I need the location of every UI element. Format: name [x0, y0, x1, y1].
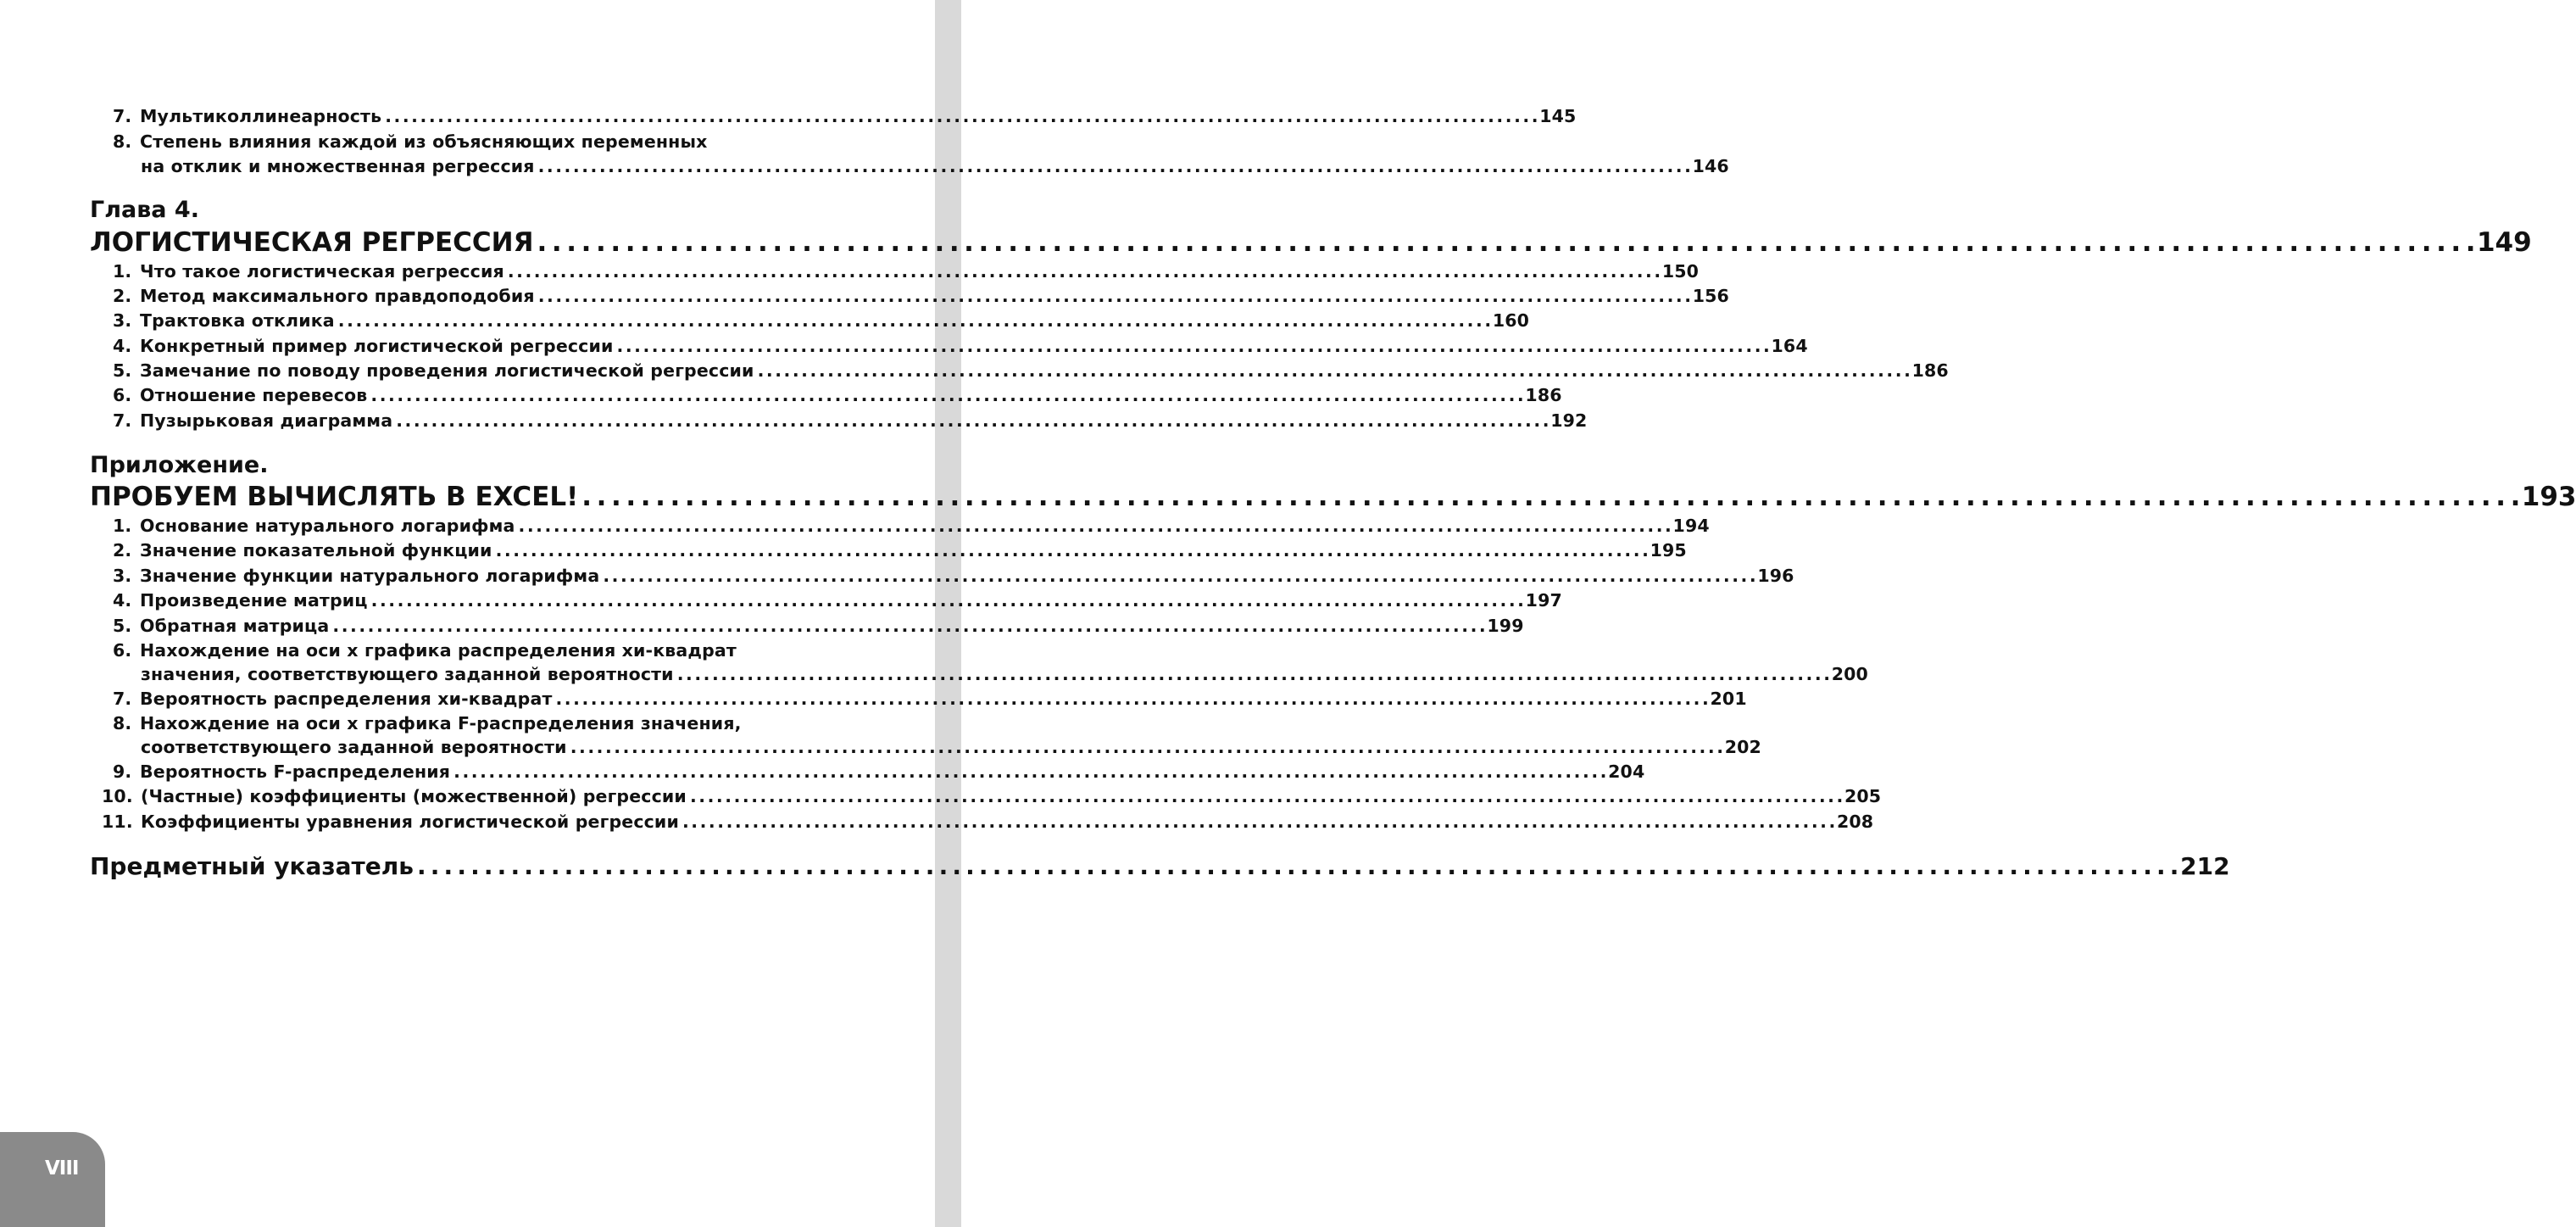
entry-title: Мультиколлинеарность: [140, 106, 382, 126]
toc-entry[interactable]: [113, 410, 1588, 434]
appendix-page: 193: [2521, 482, 2576, 512]
toc-entry[interactable]: [113, 336, 1808, 360]
entry-title-line2: соответствующего заданной вероятности: [141, 737, 567, 757]
entry-title: Отношение перевесов: [140, 385, 368, 405]
entry-page: 194: [1672, 516, 1710, 536]
toc-entry[interactable]: [113, 286, 1729, 310]
dot-leader: [603, 566, 1754, 586]
toc-entry[interactable]: [113, 540, 1687, 564]
dot-leader: [417, 852, 2177, 880]
dot-leader: [332, 616, 1483, 636]
toc-entry[interactable]: [113, 516, 1710, 539]
dot-leader: [519, 516, 1670, 536]
entry-title: (Частные) коэффициенты (можественной) регрессии: [141, 786, 687, 806]
toc-entry-continuation[interactable]: [141, 156, 1729, 180]
entry-page: 150: [1661, 261, 1700, 282]
entry-number: 11.: [102, 811, 133, 832]
entry-number: 1.: [113, 516, 132, 536]
entry-title-line1: Степень влияния каждой из объясняющих переменных: [140, 131, 708, 152]
entry-number: 6.: [113, 385, 132, 405]
chapter-label: Глава 4.: [90, 197, 199, 223]
entry-number: 5.: [113, 360, 132, 381]
toc-entry[interactable]: [113, 261, 1700, 285]
entry-page: 200: [1831, 664, 1868, 684]
entry-title-line2: значения, соответствующего заданной вероятности: [141, 664, 674, 684]
entry-page: 186: [1911, 360, 1949, 381]
toc-entry[interactable]: [113, 616, 1524, 639]
entry-title: Коэффициенты уравнения логистической регрессии: [141, 811, 679, 832]
entry-page: 197: [1525, 590, 1562, 611]
toc-entry[interactable]: [113, 689, 1747, 712]
entry-page: 156: [1692, 286, 1729, 306]
dot-leader: [682, 811, 1833, 832]
entry-title: Трактовка отклика: [140, 310, 335, 331]
chapter-title: ЛОГИСТИЧЕСКАЯ РЕГРЕССИЯ: [90, 227, 534, 258]
toc-entry[interactable]: [113, 590, 1562, 614]
entry-title: Конкретный пример логистической регрессии: [140, 336, 614, 356]
entry-title-line1: Нахождение на оси x графика распределения хи-квадрат: [140, 640, 737, 661]
entry-page: 145: [1539, 106, 1577, 126]
dot-leader: [690, 786, 1841, 806]
subject-index-entry[interactable]: [90, 852, 2230, 886]
toc-entry[interactable]: [113, 310, 1530, 334]
entry-title: Вероятность F-распределения: [140, 761, 451, 782]
toc-entry[interactable]: [113, 761, 1645, 785]
dot-leader: [758, 360, 1909, 381]
entry-page: 201: [1710, 689, 1747, 709]
dot-leader: [581, 482, 2518, 512]
entry-title: Значение показательной функции: [140, 540, 492, 561]
entry-number: 2.: [113, 286, 132, 306]
entry-number: 4.: [113, 590, 132, 611]
entry-page: 186: [1525, 385, 1562, 405]
entry-page: 146: [1692, 156, 1729, 176]
entry-page: 164: [1771, 336, 1808, 356]
entry-number: 7.: [113, 410, 132, 431]
entry-number: 9.: [113, 761, 132, 782]
entry-number: 3.: [113, 310, 132, 331]
entry-title-line1: Нахождение на оси x графика F-распределения значения,: [140, 713, 742, 733]
dot-leader: [537, 227, 2473, 258]
entry-title: Произведение матриц: [140, 590, 368, 611]
entry-title: Обратная матрица: [140, 616, 330, 636]
entry-number: 8.: [113, 131, 132, 152]
entry-title: Значение функции натурального логарифма: [140, 566, 600, 586]
entry-number: 8.: [113, 713, 132, 733]
toc-entry[interactable]: [113, 106, 1577, 130]
entry-number: 6.: [113, 640, 132, 661]
dot-leader: [385, 106, 1536, 126]
toc-entry[interactable]: [113, 713, 839, 737]
page-edge-strip: [935, 0, 961, 1227]
dot-leader: [570, 737, 1722, 757]
dot-leader: [453, 761, 1605, 782]
entry-page: 204: [1608, 761, 1645, 782]
entry-page: 196: [1757, 566, 1794, 586]
appendix-heading[interactable]: [90, 482, 2576, 516]
dot-leader: [396, 410, 1547, 431]
entry-number: 7.: [113, 106, 132, 126]
entry-title: Замечание по поводу проведения логистической регрессии: [140, 360, 754, 381]
toc-entry[interactable]: [113, 385, 1562, 409]
entry-title: Пузырьковая диаграмма: [140, 410, 393, 431]
entry-page: 202: [1724, 737, 1761, 757]
dot-leader: [677, 664, 1828, 684]
toc-entry-continuation[interactable]: [141, 737, 1761, 761]
dot-leader: [617, 336, 1768, 356]
chapter-page: 149: [2476, 227, 2532, 258]
entry-page: 195: [1650, 540, 1687, 561]
entry-page: 160: [1492, 310, 1530, 331]
dot-leader: [508, 261, 1659, 282]
toc-entry[interactable]: [113, 566, 1794, 589]
entry-title-line2: на отклик и множественная регрессия: [141, 156, 535, 176]
appendix-title: ПРОБУЕМ ВЫЧИСЛЯТЬ В EXCEL!: [90, 482, 579, 512]
entry-title: Что такое логистическая регрессия: [140, 261, 504, 282]
dot-leader: [370, 385, 1522, 405]
page-number-tab: [0, 1132, 105, 1227]
chapter-heading[interactable]: [90, 227, 2532, 261]
subject-index-page: 212: [2180, 852, 2230, 880]
entry-number: 4.: [113, 336, 132, 356]
entry-page: 199: [1487, 616, 1524, 636]
dot-leader: [496, 540, 1647, 561]
dot-leader: [338, 310, 1489, 331]
dot-leader: [555, 689, 1706, 709]
entry-title: Основание натурального логарифма: [140, 516, 515, 536]
entry-title: Метод максимального правдоподобия: [140, 286, 535, 306]
toc-entry-continuation[interactable]: [141, 664, 1868, 688]
subject-index-title: Предметный указатель: [90, 852, 414, 880]
toc-entry[interactable]: [113, 360, 1949, 384]
page-number: VIII: [45, 1157, 79, 1180]
toc-entry[interactable]: [102, 811, 1874, 835]
dot-leader: [371, 590, 1522, 611]
entry-title: Вероятность распределения хи-квадрат: [140, 689, 553, 709]
dot-leader: [538, 156, 1689, 176]
entry-number: 5.: [113, 616, 132, 636]
dot-leader: [538, 286, 1689, 306]
appendix-label: Приложение.: [90, 452, 269, 478]
toc-entry[interactable]: [113, 131, 839, 155]
entry-page: 205: [1844, 786, 1882, 806]
entry-page: 208: [1836, 811, 1874, 832]
toc-entry[interactable]: [113, 640, 839, 664]
entry-number: 7.: [113, 689, 132, 709]
entry-number: 10.: [102, 786, 133, 806]
toc-entry[interactable]: [102, 786, 1882, 810]
entry-number: 1.: [113, 261, 132, 282]
entry-number: 2.: [113, 540, 132, 561]
entry-page: 192: [1550, 410, 1588, 431]
entry-number: 3.: [113, 566, 132, 586]
